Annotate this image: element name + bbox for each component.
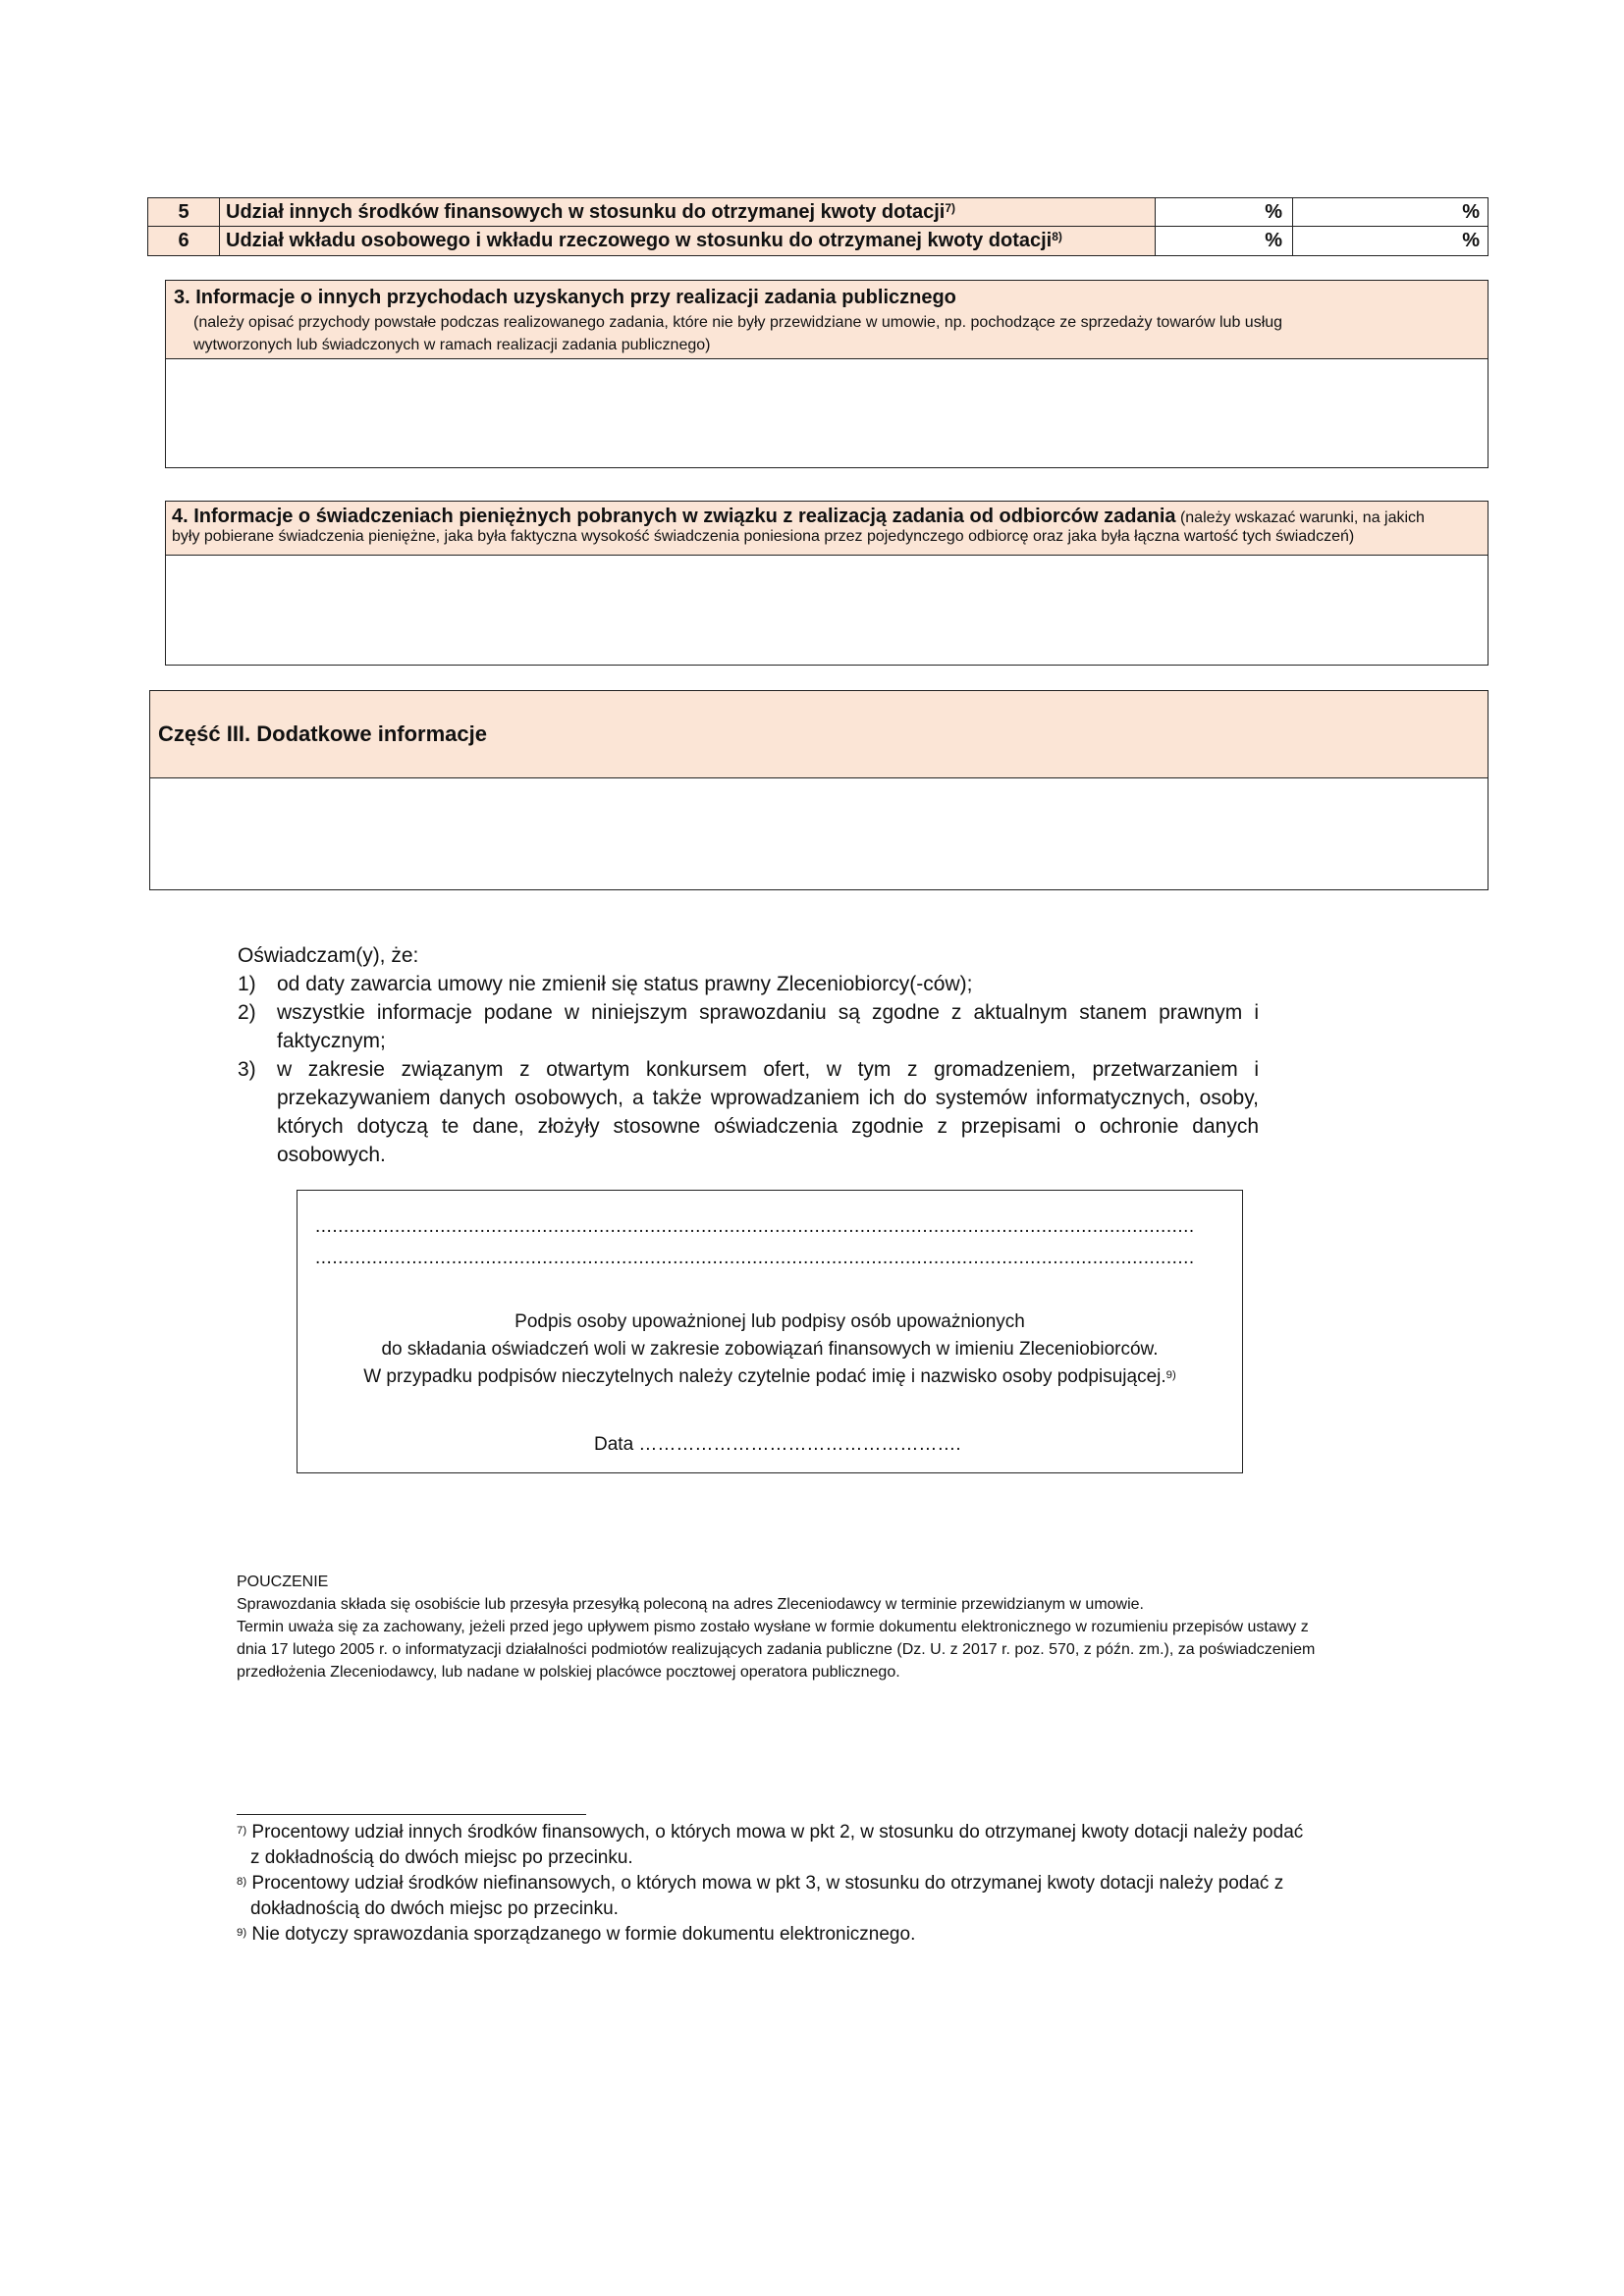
signature-caption: Podpis osoby upoważnionej lub podpisy osób upoważnionych do składania oświadczeń woli w zakresie zobowiązań finansowych w imieniu Zleceniobiorców. W przypadku podpisów nieczytelnych należy czytelnie podać imię i nazwisko osoby podpisującej.$^{9)}$ — [363, 1311, 1176, 1387]
table-row — [147, 227, 1489, 256]
row-label: Udział innych środków finansowych w stosunku do otrzymanej kwoty dotacji $^{7)}$ — [220, 197, 1156, 227]
signature-box — [297, 1190, 1243, 1473]
row-number: 6 — [147, 227, 220, 256]
part-3-box — [149, 690, 1489, 890]
declaration-item: 2) wszystkie informacje podane w niniejszym sprawozdaniu są zgodne z aktualnym stanem prawnym i faktycznym; — [238, 1001, 1259, 1052]
percent-field[interactable]: % — [1156, 227, 1293, 256]
section-4-box — [165, 501, 1489, 666]
table-row — [147, 197, 1489, 227]
section-3-header — [166, 281, 1488, 359]
declaration-item: 1) od daty zawarcia umowy nie zmienił się status prawny Zleceniobiorcy(-ców); — [238, 973, 973, 995]
instruction-heading: POUCZENIE — [237, 1574, 329, 1590]
row-number: 5 — [147, 197, 220, 227]
declaration-item: 3) w zakresie związanym z otwartym konkursem ofert, w tym z gromadzeniem, przetwarzaniem i przekazywaniem danych osobowych, a także wprowadzaniem ich do systemów informatycznych, osoby, których dotyczą te dane, złożyły stosowne oświadczenia zgodnie z przepisami o ochronie danych osobowych. — [238, 1058, 1259, 1166]
footnote: $^{9)}$ Nie dotyczy sprawozdania sporządzanego w formie dokumentu elektronicznego. — [237, 1924, 916, 1945]
footnote-cont: dokładnością do dwóch miejsc po przecinku. — [250, 1898, 619, 1919]
declaration-intro: Oświadczam(y), że: — [238, 944, 419, 967]
footnotes — [237, 1820, 1474, 1948]
section-4-title: 4. Informacje o świadczeniach pieniężnych pobranych w związku z realizacją zadania od odbiorców zadania — [172, 506, 1176, 527]
part-3-header — [150, 691, 1488, 778]
part-3-input[interactable] — [150, 778, 1488, 889]
percent-field[interactable]: % — [1293, 227, 1489, 256]
section-3-input[interactable] — [166, 359, 1488, 467]
signature-line[interactable]: ........................................................................................................................................................... — [315, 1248, 1195, 1268]
date-field[interactable]: Data ……………………………………………. — [594, 1434, 961, 1455]
instruction: POUCZENIE Sprawozdania składa się osobiście lub przesyła przesyłką poleconą na adres Zleceniodawcy w terminie przewidzianym w umowie. Termin uważa się za zachowany, jeżeli przed jego upływem pismo zostało wysłane w formie dokumentu elektronicznego w rozumieniu przepisów ustawy z dnia 17 lutego 2005 r. o informatyzacji działalności podmiotów realizujących zadania publiczne (Dz. U. z 2017 r. poz. 570, z późn. zm.), za poświadczeniem przedłożenia Zleceniodawcy, lub nadane w polskiej placówce pocztowej operatora publicznego. — [237, 1571, 1513, 1683]
section-4-input[interactable] — [166, 556, 1488, 666]
section-4-note-2: były pobierane świadczenia pieniężne, jaka była faktyczna wysokość świadczenia poniesiona przez pojedynczego odbiorcę oraz jaka była łączna wartość tych świadczeń) — [172, 528, 1355, 545]
section-3-title: 3. Informacje o innych przychodach uzyskanych przy realizacji zadania publicznego — [174, 287, 956, 308]
signature-line[interactable]: ........................................................................................................................................................... — [315, 1216, 1195, 1237]
section-3-note: (należy opisać przychody powstałe podczas realizowanego zadania, które nie były przewidziane w umowie, np. pochodzące ze sprzedaży towarów lub usług wytworzonych lub świadczonych w ramach realizacji zadania publicznego) — [193, 314, 1283, 353]
footnote: $^{7)}$ Procentowy udział innych środków finansowych, o których mowa w pkt 2, w stosunku do otrzymanej kwoty dotacji należy podać — [237, 1822, 1304, 1842]
footnote-separator — [237, 1814, 586, 1815]
part-3-title: Część III. Dodatkowe informacje — [158, 721, 487, 746]
row-label: Udział wkładu osobowego i wkładu rzeczowego w stosunku do otrzymanej kwoty dotacji $^{8)}$ — [220, 227, 1156, 256]
section-3-box — [165, 280, 1489, 468]
percent-field[interactable]: % — [1156, 197, 1293, 227]
percent-field[interactable]: % — [1293, 197, 1489, 227]
footnote-cont: z dokładnością do dwóch miejsc po przecinku. — [250, 1847, 633, 1868]
section-4-header — [166, 502, 1488, 556]
footnote: $^{8)}$ Procentowy udział środków niefinansowych, o których mowa w pkt 3, w stosunku do otrzymanej kwoty dotacji należy podać z — [237, 1873, 1284, 1894]
section-4-note: (należy wskazać warunki, na jakich — [1179, 509, 1425, 526]
